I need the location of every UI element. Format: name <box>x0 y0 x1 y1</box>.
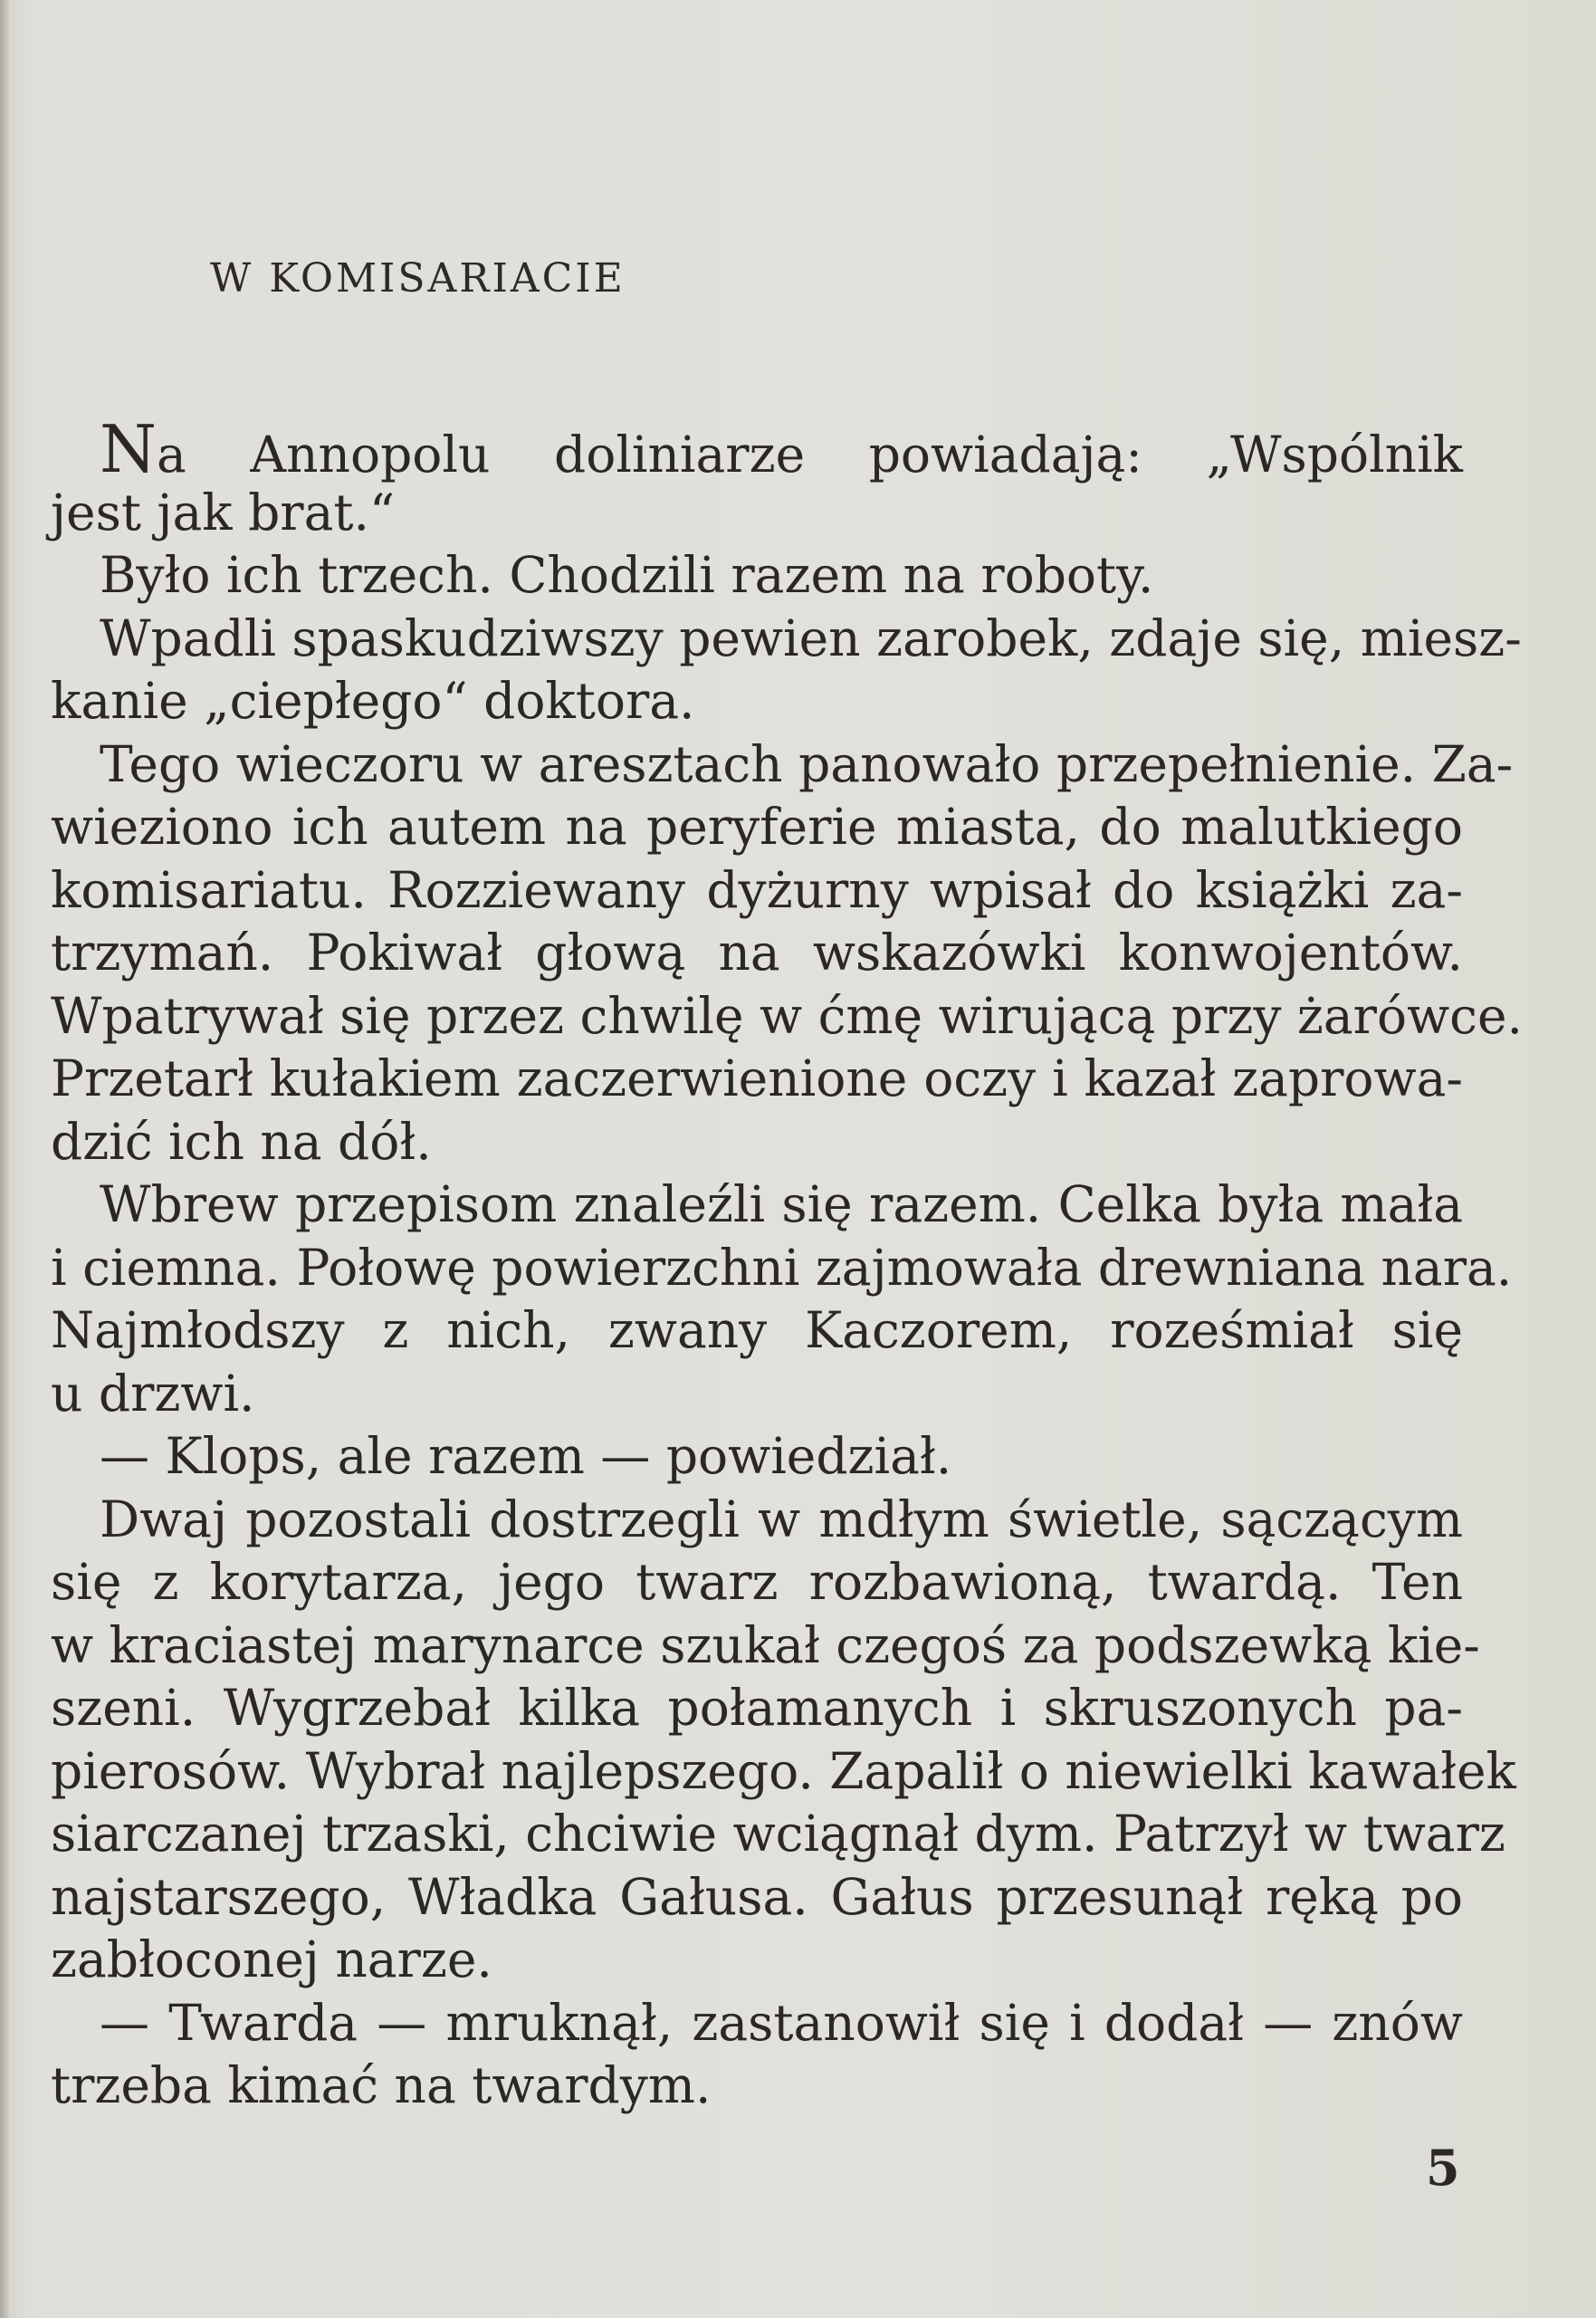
line-text: trzeba kimać na twardym. <box>51 2056 712 2114</box>
text-line <box>51 2055 1463 2118</box>
text-line <box>51 1866 1463 1930</box>
text-line <box>51 922 1463 985</box>
line-text: Wpadli spaskudziwszy pewien zarobek, zdaje się, miesz- <box>100 608 1522 667</box>
page-binding-edge <box>0 0 9 2318</box>
line-text: wieziono ich autem na peryferie miasta, do malutkiego <box>51 798 1463 856</box>
text-line <box>51 608 1522 671</box>
line-text: Przetarł kułakiem zaczerwienione oczy i kazał zaprowa- <box>51 1049 1463 1107</box>
line-text: i ciemna. Połowę powierzchni zajmowała drewniana nara. <box>51 1238 1513 1297</box>
line-text: w kraciastej marynarce szukał czegoś za podszewką kie- <box>51 1615 1480 1674</box>
text-line <box>51 796 1463 859</box>
line-text: szeni. Wygrzebał kilka połamanych i skruszonych pa- <box>51 1679 1463 1737</box>
text-line <box>51 544 1463 608</box>
text-line <box>51 1173 1463 1237</box>
line-text: jest jak brat.“ <box>51 483 396 541</box>
initial-letter: N <box>100 411 157 487</box>
text-line <box>51 1803 1505 1866</box>
line-text: pierosów. Wybrał najlepszego. Zapalił o niewielki kawałek <box>51 1741 1516 1800</box>
line-text: trzymań. Pokiwał głową na wskazówki konwojentów. <box>51 924 1463 982</box>
text-line <box>51 670 1463 733</box>
text-line <box>51 1929 1463 1992</box>
line-text: u drzwi. <box>51 1364 255 1422</box>
text-line <box>51 859 1463 923</box>
text-line <box>51 1740 1516 1804</box>
line-text: się z korytarza, jego twarz rozbawioną, twardą. Ten <box>51 1553 1463 1611</box>
text-line <box>51 1677 1463 1740</box>
line-text: Tego wieczoru w aresztach panowało przepełnienie. Za- <box>100 734 1514 793</box>
text-line <box>51 1048 1463 1111</box>
line-text: kanie „ciepłego“ doktora. <box>51 672 695 730</box>
line-text: najstarszego, Władka Gałusa. Gałus przesunął ręką po <box>51 1867 1463 1926</box>
line-text: Było ich trzech. Chodzili razem na roboty. <box>100 546 1154 604</box>
line-text: zabłoconej narze. <box>51 1930 492 1988</box>
text-line <box>51 1614 1480 1678</box>
text-line <box>51 1425 1463 1489</box>
text-line <box>51 482 1463 545</box>
text-line <box>51 1299 1463 1363</box>
chapter-title: W KOMISARIACIE <box>210 255 626 302</box>
text-line <box>51 1363 1463 1426</box>
line-text: siarczanej trzaski, chciwie wciągnął dym. Patrzył w twarz <box>51 1805 1505 1863</box>
text-line <box>51 1489 1463 1552</box>
page-number: 5 <box>1426 2139 1460 2197</box>
line-text: — Twarda — mruknął, zastanowił się i dodał — znów <box>100 1993 1463 2052</box>
line-text: a Annopolu doliniarze powiadają: „Wspólnik <box>157 426 1463 484</box>
line-text: — Klops, ale razem — powiedział. <box>100 1427 952 1485</box>
line-text: Wbrew przepisom znaleźli się razem. Celka była mała <box>100 1175 1463 1233</box>
text-line <box>51 1237 1513 1300</box>
text-line <box>51 1111 1463 1174</box>
line-text: Najmłodszy z nich, zwany Kaczorem, roześmiał się <box>51 1301 1463 1359</box>
text-line <box>51 985 1523 1049</box>
line-text: Dwaj pozostali dostrzegli w mdłym świetle, sączącym <box>100 1489 1463 1548</box>
body-text <box>51 411 1523 2118</box>
text-line <box>51 1992 1463 2055</box>
line-text: dzić ich na dół. <box>51 1112 432 1171</box>
line-text: komisariatu. Rozziewany dyżurny wpisał do książki za- <box>51 860 1463 919</box>
text-line <box>51 411 1463 487</box>
text-line <box>51 1551 1463 1614</box>
text-line <box>51 733 1514 797</box>
line-text: Wpatrywał się przez chwilę w ćmę wirującą przy żarówce. <box>51 986 1523 1045</box>
